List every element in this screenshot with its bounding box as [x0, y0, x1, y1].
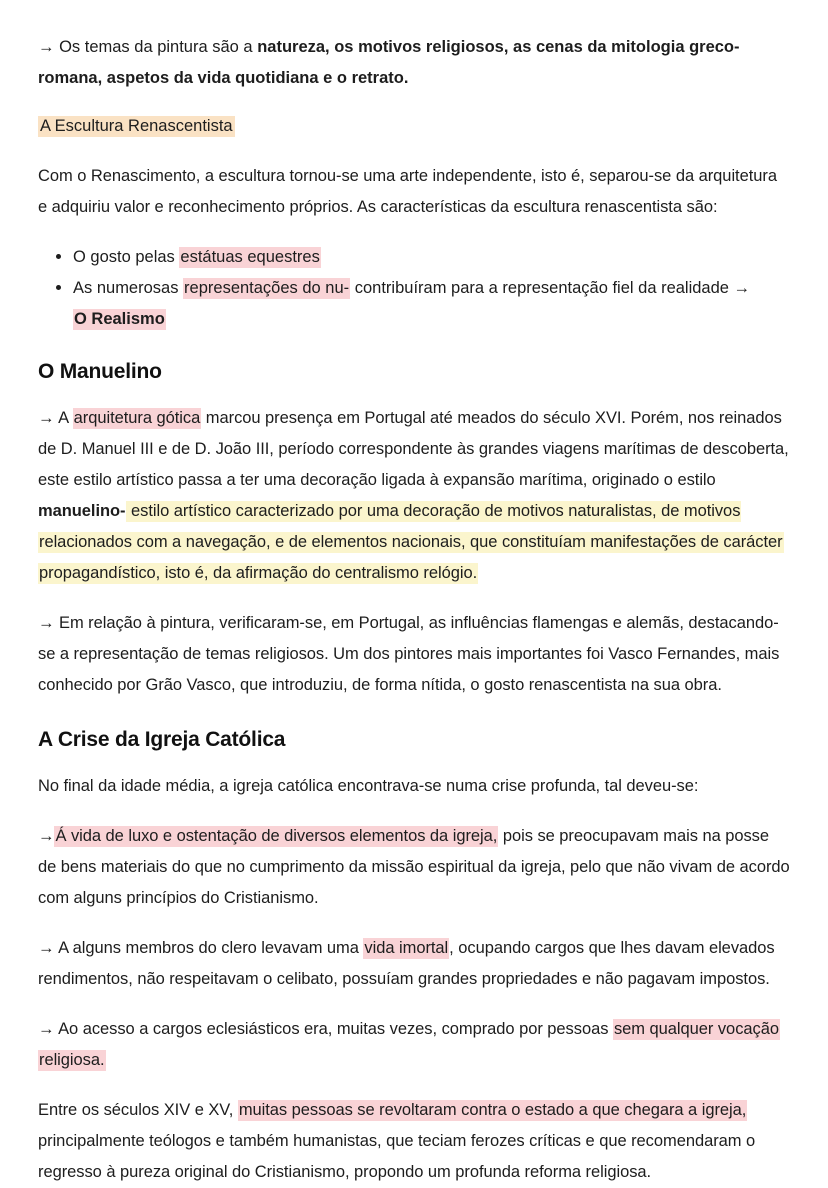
bullet-2-highlight: representações do nu-: [184, 279, 350, 297]
arrow-icon: →: [38, 614, 55, 632]
intro-paragraph: [38, 32, 790, 94]
sculpture-section-heading: [38, 111, 790, 141]
arrow-icon: →: [38, 1020, 55, 1038]
intro-plain-text: Os temas da pintura são a: [54, 38, 258, 56]
page-heading-manuelino: O Manuelino: [38, 360, 162, 383]
crisis-4-highlight: muitas pessoas se revoltaram contra o estado a que chegara a igreja,: [238, 1101, 747, 1119]
sculpture-heading-highlight: A Escultura Renascentista: [40, 117, 233, 135]
list-item: [38, 273, 790, 335]
crisis-2-after: , ocupando cargos que lhes davam elevados rendimentos, não respeitavam o celibato, possuíam grandes propriedades e não pagavam impostos.: [38, 939, 775, 988]
sculpture-characteristics-list: [38, 242, 790, 335]
manuelino-part2: marcou presença em Portugal até meados do século XVI. Porém, nos reinados de D. Manuel III e de D. João III, período correspondente às grandes viagens marítimas de descoberta, este estilo artístico passa a ter uma decoração ligada à expansão marítima, originado o estilo: [38, 409, 789, 489]
page-heading-crise-igreja: A Crise da Igreja Católica: [38, 728, 286, 751]
arrow-icon: →: [38, 38, 55, 56]
manuelino-highlight-gothic: arquitetura gótica: [73, 409, 201, 427]
list-item: [38, 242, 790, 273]
crisis-2-before: A alguns membros do clero levavam uma: [54, 939, 364, 957]
crisis-2-highlight: vida imortal: [364, 939, 449, 957]
manuelino-bold-term: manuelino-: [38, 502, 126, 520]
painting-text: Em relação à pintura, verificaram-se, em Portugal, as influências flamengas e alemãs, destacando-se a representação de temas religiosos. Um dos pintores mais importantes foi Vasco Fernandes, mais conhecido por Grão Vasco, que introduziu, de forma nítida, o gosto renascentista na sua obra.: [38, 614, 780, 694]
bullet-2-bold-highlight: O Realismo: [74, 310, 165, 328]
crisis-item-3: [38, 1014, 790, 1076]
sculpture-paragraph: Com o Renascimento, a escultura tornou-se uma arte independente, isto é, separou-se da arquitetura e adquiriu valor e reconhecimento próprios. As características da escultura renascentista são:: [38, 167, 777, 216]
crisis-4-before: Entre os séculos XIV e XV,: [38, 1101, 238, 1119]
manuelino-paragraph: [38, 403, 790, 589]
arrow-icon: →: [38, 827, 55, 845]
arrow-icon: →: [38, 409, 55, 427]
crisis-item-2: [38, 933, 790, 995]
crisis-item-4: [38, 1095, 790, 1188]
painting-paragraph: [38, 608, 790, 701]
bullet-dot-icon: [56, 285, 61, 290]
bullet-1-highlight: estátuas equestres: [180, 248, 320, 266]
bullet-dot-icon: [56, 254, 61, 259]
crisis-intro-paragraph: No final da idade média, a igreja católica encontrava-se numa crise profunda, tal deveu-se:: [38, 777, 699, 795]
crisis-3-highlight: sem qualquer vocação religiosa.: [39, 1020, 779, 1069]
bullet-2-before: As numerosas: [73, 279, 184, 297]
arrow-icon: →: [38, 939, 55, 957]
bullet-1-before: O gosto pelas: [73, 248, 180, 266]
intro-bold-text: natureza, os motivos religiosos, as cenas da mitologia greco-romana, aspetos da vida quotidiana e o retrato.: [38, 38, 740, 87]
crisis-1-highlight: Á vida de luxo e ostentação de diversos elementos da igreja,: [55, 827, 498, 845]
crisis-3-before: Ao acesso a cargos eclesiásticos era, muitas vezes, comprado por pessoas: [54, 1020, 613, 1038]
crisis-4-after: principalmente teólogos e também humanistas, que teciam ferozes críticas e que recomendaram o regresso à pureza original do Cristianismo, propondo um profunda reforma religiosa.: [38, 1132, 756, 1181]
crisis-1-after: pois se preocupavam mais na posse de bens materiais do que no cumprimento da missão espiritual da igreja, pelo que não vivam de acordo com alguns princípios do Cristianismo.: [38, 827, 790, 907]
manuelino-part1: A: [54, 409, 73, 427]
manuelino-highlight-definition: estilo artístico caracterizado por uma decoração de motivos naturalistas, de motivos relacionados com a navegação, e de elementos nacionais, que constituíam manifestações de carácter propagandístico, isto é, da afirmação do centralismo relógio.: [39, 502, 783, 582]
crisis-item-1: [38, 821, 790, 914]
bullet-2-after: contribuíram para a representação fiel da realidade →: [350, 279, 751, 297]
